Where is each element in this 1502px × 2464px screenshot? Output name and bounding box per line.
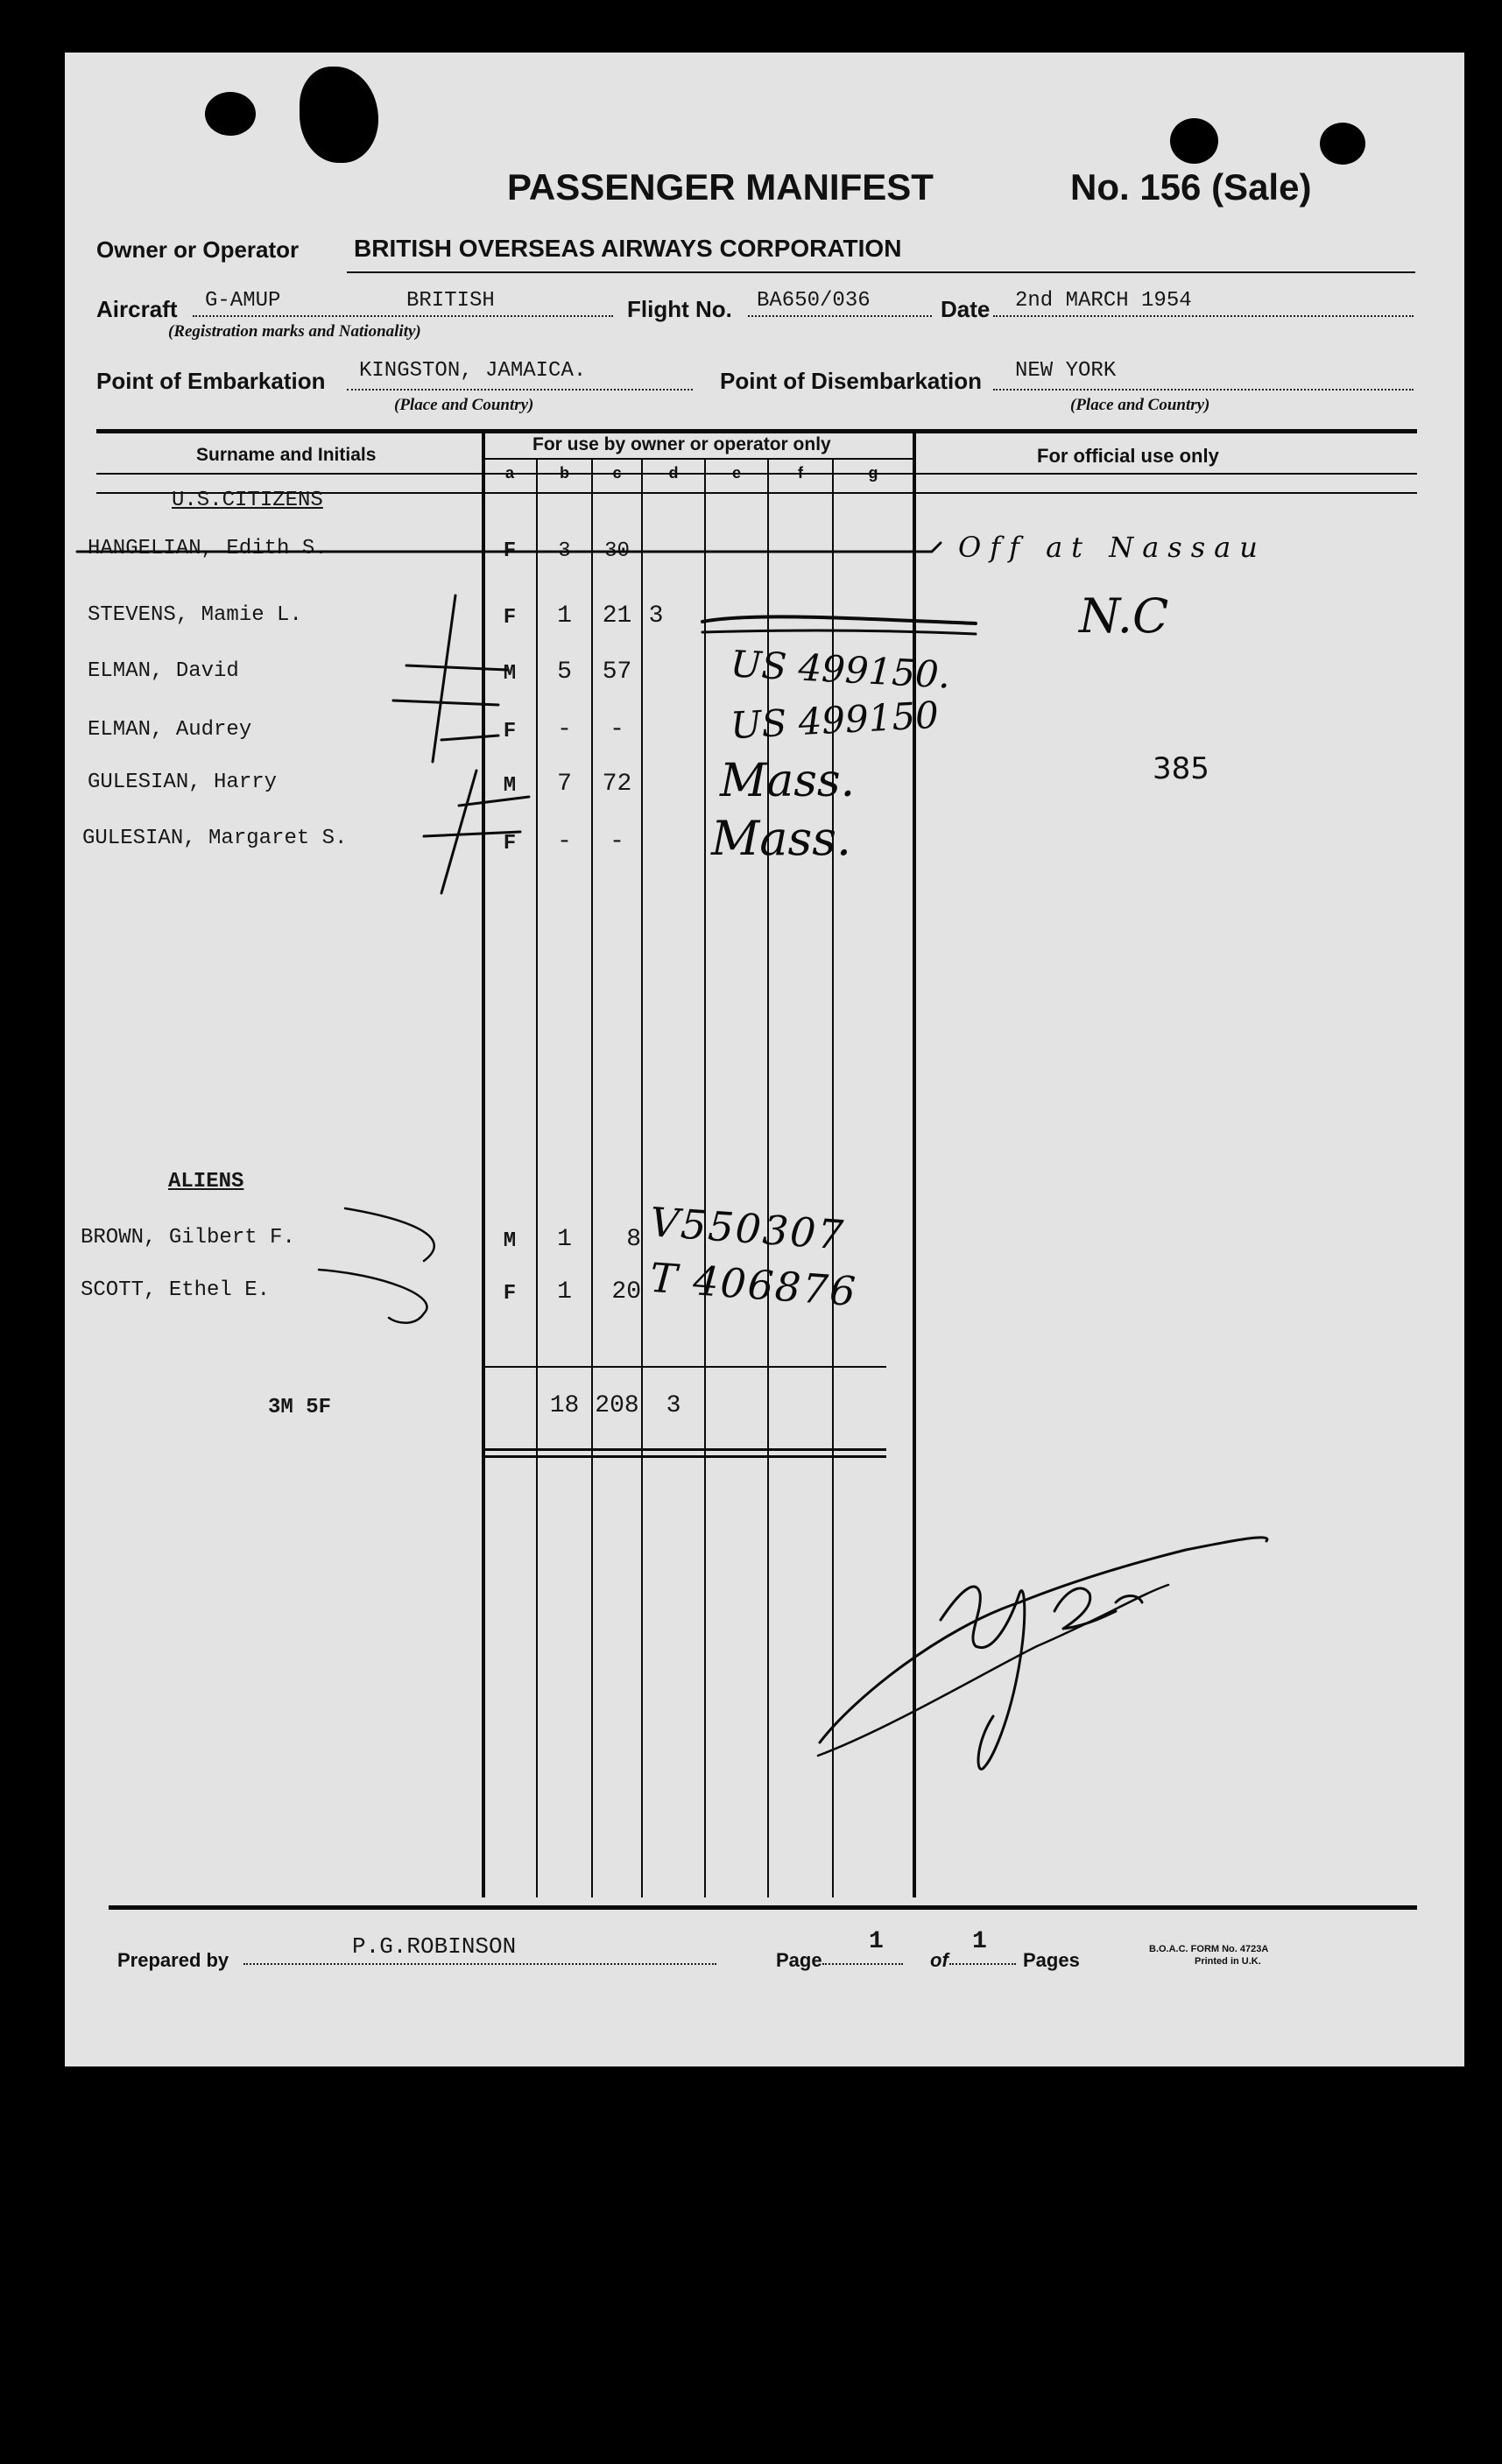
- handwritten-entry: V550307: [648, 1198, 847, 1259]
- sub-col-g: g: [868, 464, 878, 482]
- cell-c: 72: [602, 771, 632, 798]
- handwritten-entry: Mass.: [720, 755, 856, 807]
- embark-value: KINGSTON, JAMAICA.: [359, 359, 587, 383]
- embark-note: (Place and Country): [394, 396, 534, 414]
- handwritten-entry: US 499150.: [729, 642, 952, 697]
- totals-b: 18: [549, 1392, 580, 1419]
- of-label: of: [930, 1949, 948, 1971]
- passenger-name: STEVENS, Mamie L.: [88, 603, 302, 627]
- aircraft-nationality: BRITISH: [406, 289, 495, 313]
- official-note: 385: [1153, 751, 1209, 786]
- manifest-paper: [65, 53, 1464, 2066]
- page-value: 1: [869, 1928, 884, 1955]
- aircraft-note: (Registration marks and Nationality): [168, 322, 421, 341]
- owner-value: BRITISH OVERSEAS AIRWAYS CORPORATION: [354, 235, 902, 262]
- cell-a: F: [503, 720, 517, 743]
- cell-b: 1: [557, 1278, 572, 1306]
- sub-col-d: d: [668, 464, 679, 482]
- form-code: B.O.A.C. FORM No. 4723A: [1149, 1944, 1269, 1954]
- cell-c: 8: [626, 1226, 641, 1253]
- disembark-note: (Place and Country): [1070, 396, 1210, 414]
- cell-c: 20: [611, 1278, 641, 1306]
- passenger-name: GULESIAN, Harry: [88, 771, 278, 794]
- flight-label: Flight No.: [627, 296, 732, 322]
- passenger-name: HANGELIAN, Edith S.: [88, 537, 328, 560]
- sub-col-b: b: [560, 464, 569, 482]
- section-us-citizens: U.S.CITIZENS: [172, 489, 323, 512]
- aircraft-label: Aircraft: [96, 296, 178, 322]
- cell-a: M: [503, 662, 517, 686]
- aircraft-reg: G-AMUP: [205, 289, 281, 313]
- pages-label: Pages: [1023, 1949, 1080, 1971]
- owner-label: Owner or Operator: [96, 236, 300, 263]
- passenger-name: GULESIAN, Margaret S.: [82, 827, 348, 850]
- cell-b: -: [557, 828, 572, 855]
- manifest-number: No. 156 (Sale): [1070, 166, 1312, 208]
- sub-col-e: e: [731, 464, 741, 482]
- cell-a: F: [503, 1282, 517, 1306]
- embark-label: Point of Embarkation: [96, 368, 326, 394]
- passenger-name: ELMAN, Audrey: [88, 718, 252, 742]
- cell-a: F: [503, 539, 517, 563]
- col-official-header: For official use only: [1037, 445, 1219, 467]
- totals-c: 208: [595, 1392, 639, 1419]
- cell-a: M: [503, 774, 517, 798]
- sub-col-f: f: [798, 464, 803, 482]
- cell-c: -: [610, 828, 624, 855]
- section-aliens: ALIENS: [168, 1170, 244, 1193]
- disembark-value: NEW YORK: [1015, 359, 1117, 383]
- sub-col-c: c: [612, 464, 622, 482]
- cell-c: -: [610, 716, 624, 743]
- passenger-name: ELMAN, David: [88, 659, 239, 683]
- prepared-label: Prepared by: [117, 1949, 229, 1971]
- col-surname-header: Surname and Initials: [196, 445, 377, 465]
- date-value: 2nd MARCH 1954: [1015, 289, 1192, 313]
- disembark-label: Point of Disembarkation: [720, 368, 983, 394]
- passenger-name: BROWN, Gilbert F.: [81, 1226, 295, 1250]
- flight-value: BA650/036: [757, 289, 871, 313]
- totals-label: 3M 5F: [268, 1396, 332, 1419]
- of-value: 1: [972, 1928, 987, 1955]
- cell-c: 21: [602, 602, 632, 630]
- cell-a: M: [503, 1229, 517, 1253]
- page-label: Page: [776, 1949, 822, 1971]
- handwritten-entry: T 406876: [648, 1253, 859, 1316]
- passenger-name: SCOTT, Ethel E.: [81, 1278, 271, 1302]
- date-label: Date: [941, 296, 991, 322]
- cell-b: 1: [557, 602, 572, 630]
- cell-b: -: [557, 716, 572, 743]
- handwritten-entry: Mass.: [711, 811, 852, 866]
- cell-c: 57: [602, 658, 632, 686]
- col-owner-use-header: For use by owner or operator only: [532, 434, 831, 454]
- cell-a: F: [503, 606, 517, 630]
- prepared-value: P.G.ROBINSON: [352, 1933, 517, 1960]
- printed-in: Printed in U.K.: [1195, 1956, 1261, 1967]
- cell-b: 7: [557, 771, 572, 798]
- handwritten-entry: US 499150: [729, 693, 940, 748]
- cell-b: 1: [557, 1226, 572, 1253]
- cell-b: 3: [558, 539, 571, 563]
- manifest-title: PASSENGER MANIFEST: [507, 166, 934, 208]
- official-note: Off at Nassau: [958, 531, 1266, 564]
- cell-a: F: [503, 832, 517, 855]
- official-note: N.C: [1079, 588, 1169, 644]
- handwriting-overlay: [65, 53, 1464, 2066]
- cell-b: 5: [557, 658, 572, 686]
- totals-d: 3: [666, 1392, 681, 1419]
- sub-col-a: a: [504, 464, 514, 482]
- cell-d: 3: [648, 602, 664, 630]
- cell-c: 30: [604, 539, 630, 563]
